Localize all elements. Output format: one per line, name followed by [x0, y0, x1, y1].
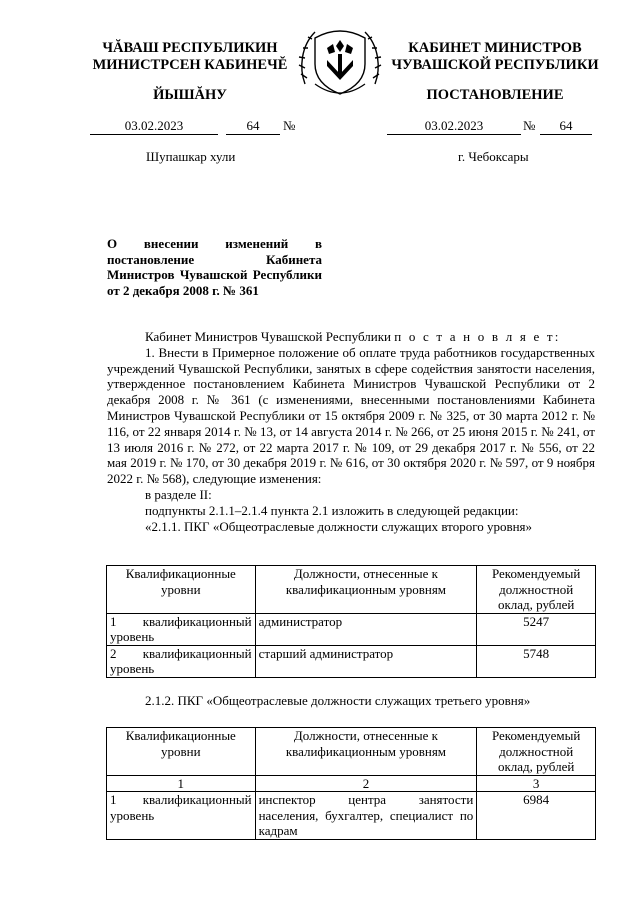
- table-number-cell: 3: [477, 775, 596, 792]
- header-left: [80, 40, 300, 74]
- intro-text: Кабинет Министров Чувашской Республики: [145, 329, 391, 344]
- table-header-row: [107, 728, 596, 776]
- salary-table-2: [106, 727, 596, 840]
- paragraph-2: в разделе II:: [145, 486, 212, 502]
- table-header-row: [107, 566, 596, 614]
- header-right-line2: ЧУВАШСКОЙ РЕСПУБЛИКИ: [391, 57, 599, 73]
- table-number-cell: 1: [107, 775, 256, 792]
- table-cell: 5748: [477, 645, 596, 677]
- table-header-cell: Должности, отнесенные к квалификационным уровням: [255, 566, 477, 614]
- paragraph-1: 1. Внести в Примерное положение об оплате труда работников государственных учреждений Чувашской Республики, занятых в сфере содействия занятости населения, утвержденное постановлением Кабинета Министров Чувашской Республики от 2 декабря 2008 г. № 361 (с изменениями, внесенными постановлениями Кабинета Министров Чувашской Республики от 15 октября 2009 г. № 325, от 30 марта 2012 г. № 116, от 22 января 2014 г. № 13, от 14 августа 2014 г. № 266, от 25 июня 2015 г. № 241, от 13 июля 2016 г. № 272, от 22 марта 2017 г. № 109, от 29 декабря 2017 г. № 556, от 22 мая 2019 г. № 170, от 30 декабря 2019 г. № 616, от 30 октября 2020 г. № 597, от 9 ноября 2022 г. № 568), следующие изменения:: [107, 344, 595, 487]
- subsection-title: 2.1.2. ПКГ «Общеотраслевые должности служащих третьего уровня»: [145, 693, 531, 708]
- table-number-cell: 2: [255, 775, 477, 792]
- salary-table-1: [106, 565, 596, 678]
- table-row: [107, 645, 596, 677]
- header-left-line1: ЧĂВАШ РЕСПУБЛИКИН: [102, 40, 278, 56]
- right-date: 03.02.2023: [387, 118, 521, 135]
- table-row: [107, 613, 596, 645]
- decree-subject: О внесении изменений в постановление Кабинета Министров Чувашской Республики от 2 декабря 2008 г. № 361: [107, 236, 322, 298]
- table-cell: 2 квалификационный уровень: [107, 645, 256, 677]
- decree-body: [107, 329, 595, 534]
- table-row: [107, 792, 596, 840]
- right-number-sign: №: [523, 118, 536, 133]
- header-left-line2: МИНИСТРСЕН КАБИНЕЧĔ: [92, 57, 288, 73]
- table-cell: старший администратор: [255, 645, 477, 677]
- header-right-line1: КАБИНЕТ МИНИСТРОВ: [408, 40, 582, 56]
- left-date: 03.02.2023: [90, 118, 218, 135]
- right-place: г. Чебоксары: [458, 149, 529, 164]
- intro-verb: п о с т а н о в л я е т:: [394, 329, 561, 344]
- left-place: Шупашкар хули: [146, 149, 236, 164]
- right-number: 64: [540, 118, 592, 135]
- header-left-decree: ЙЫШĂНУ: [153, 87, 227, 103]
- header-right-decree: ПОСТАНОВЛЕНИЕ: [426, 87, 564, 103]
- chuvash-emblem-icon: [297, 20, 383, 98]
- left-number: 64: [226, 118, 280, 135]
- table-header-cell: Должности, отнесенные к квалификационным уровням: [255, 728, 477, 776]
- table-cell: 1 квалификационный уровень: [107, 613, 256, 645]
- paragraph-4: «2.1.1. ПКГ «Общеотраслевые должности служащих второго уровня»: [145, 518, 533, 534]
- table-header-cell: Рекомендуемый должностной оклад, рублей: [477, 566, 596, 614]
- table-header-cell: Рекомендуемый должностной оклад, рублей: [477, 728, 596, 776]
- table-cell: 6984: [477, 792, 596, 840]
- table-header-cell: Квалификационные уровни: [107, 728, 256, 776]
- table-number-row: [107, 775, 596, 792]
- table-cell: 1 квалификационный уровень: [107, 792, 256, 840]
- left-number-sign: №: [283, 118, 296, 133]
- header-right: [380, 40, 610, 74]
- table-cell: 5247: [477, 613, 596, 645]
- table-cell: администратор: [255, 613, 477, 645]
- table-header-cell: Квалификационные уровни: [107, 566, 256, 614]
- paragraph-3: подпункты 2.1.1–2.1.4 пункта 2.1 изложить в следующей редакции:: [145, 502, 519, 518]
- table-cell: инспектор центра занятости населения, бухгалтер, специалист по кадрам: [255, 792, 477, 840]
- intro-paragraph: [107, 329, 595, 345]
